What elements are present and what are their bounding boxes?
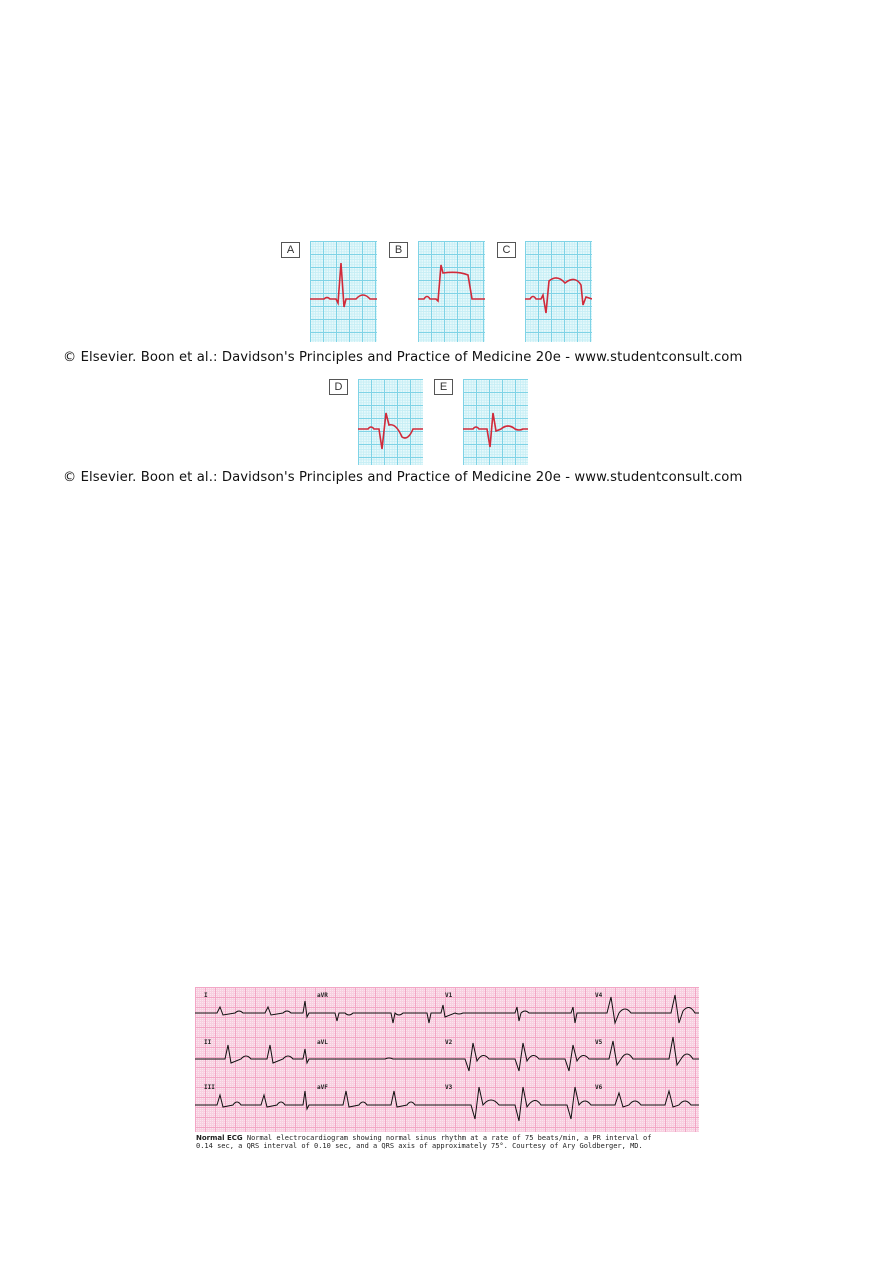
ecg-panel-e — [463, 379, 528, 465]
trace-row-2 — [195, 1037, 699, 1071]
ecg-trace-e — [463, 379, 528, 465]
lead-label-v1: V1 — [445, 992, 453, 999]
twelve-lead-ecg — [195, 987, 699, 1132]
ecg-panel-d — [358, 379, 423, 465]
ecg-traces — [195, 987, 699, 1132]
figure-credit-bottom: © Elsevier. Boon et al.: Davidson's Principles and Practice of Medicine 20e - www.studentconsult.com — [63, 470, 743, 485]
lead-label-avl: aVL — [317, 1039, 328, 1046]
figure-credit-top: © Elsevier. Boon et al.: Davidson's Principles and Practice of Medicine 20e - www.studentconsult.com — [63, 350, 743, 365]
trace-row-3 — [195, 1087, 699, 1121]
lead-label-v3: V3 — [445, 1084, 453, 1091]
lead-label-v2: V2 — [445, 1039, 453, 1046]
ecg-panel-c — [525, 241, 592, 342]
ecg-trace-d — [358, 379, 423, 465]
ecg-trace-c — [525, 241, 592, 342]
panel-label-d: D — [329, 379, 348, 395]
trace-row-1 — [195, 995, 699, 1023]
panel-label-c: C — [497, 242, 516, 258]
ecg-caption-text: Normal electrocardiogram showing normal sinus rhythm at a rate of 75 beats/min, a PR interval of 0.14 sec, a QRS interval of 0.10 sec, and a QRS axis of approximately 75°. Courtesy of Ary Goldberger, MD. — [196, 1134, 652, 1151]
panel-label-b: B — [389, 242, 408, 258]
panel-label-a: A — [281, 242, 300, 258]
ecg-panel-a — [310, 241, 377, 342]
lead-label-v6: V6 — [595, 1084, 603, 1091]
lead-label-avr: aVR — [317, 992, 328, 999]
lead-label-ii: II — [204, 1039, 212, 1046]
ecg-caption — [196, 1134, 666, 1151]
ecg-caption-title: Normal ECG — [196, 1134, 243, 1142]
lead-label-v4: V4 — [595, 992, 603, 999]
lead-label-iii: III — [204, 1084, 215, 1091]
ecg-trace-b — [418, 241, 485, 342]
lead-label-i: I — [204, 992, 208, 999]
ecg-trace-a — [310, 241, 377, 342]
ecg-panel-b — [418, 241, 485, 342]
panel-label-e: E — [434, 379, 453, 395]
lead-label-avf: aVF — [317, 1084, 328, 1091]
lead-label-v5: V5 — [595, 1039, 603, 1046]
